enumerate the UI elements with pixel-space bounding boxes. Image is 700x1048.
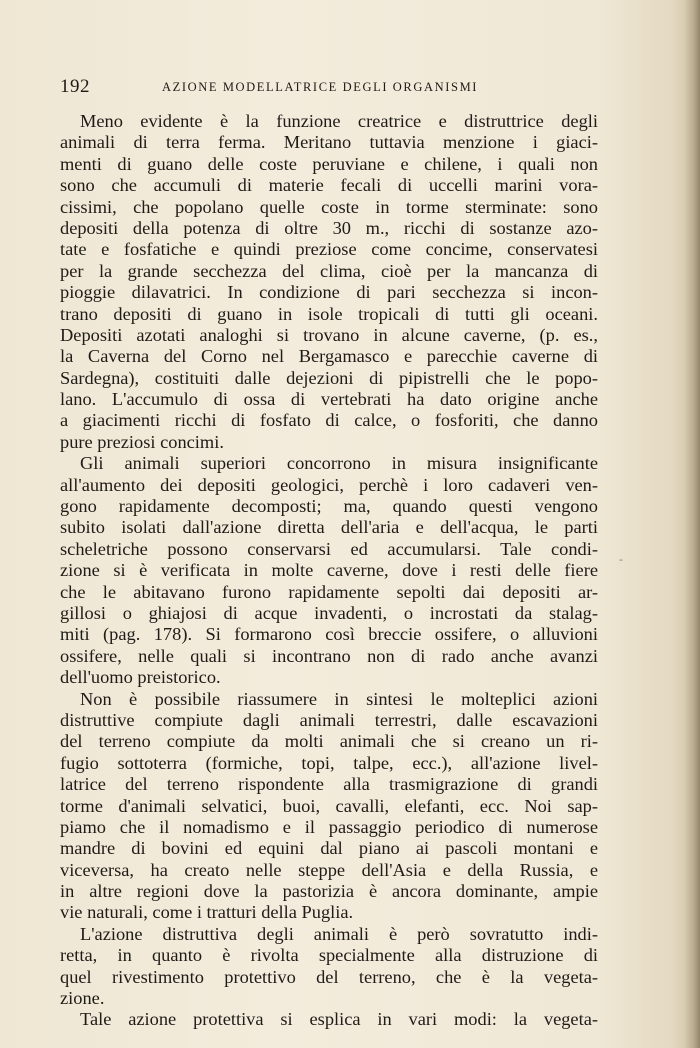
text-line: fugio sottoterra (formiche, topi, talpe, ecc.), all'azione livel- — [60, 752, 598, 773]
text-line: sono che accumuli di materie fecali di uccelli marini vora- — [60, 175, 598, 196]
text-line: ossifere, nelle quali si incontrano non di rado anche avanzi — [60, 645, 598, 666]
text-line: latrice del terreno rispondente alla trasmigrazione di grandi — [60, 774, 598, 795]
text-line: lano. L'accumulo di ossa di vertebrati ha dato origine anche — [60, 389, 598, 410]
text-line: per la grande secchezza del clima, cioè per la mancanza di — [60, 260, 598, 281]
text-line: menti di guano delle coste peruviane e chilene, i quali non — [60, 153, 598, 174]
text-line: mandre di bovini ed equini dal piano ai pascoli montani e — [60, 838, 598, 859]
text-line: del terreno compiute da molti animali che si creano un ri- — [60, 731, 598, 752]
text-line: retta, in quanto è rivolta specialmente alla distruzione di — [60, 945, 598, 966]
text-line: dell'uomo preistorico. — [60, 667, 221, 688]
text-line: gillosi o ghiajosi di acque invadenti, o incrostati da stalag- — [60, 602, 598, 623]
text-line: zione si è verificata in molte caverne, dove i resti delle fiere — [60, 560, 598, 581]
text-line: la Caverna del Corno nel Bergamasco e parecchie caverne di — [60, 346, 598, 367]
page-edge-shadow — [684, 0, 700, 1048]
text-line: vie naturali, come i tratturi della Puglia. — [60, 902, 354, 923]
text-line: Depositi azotati analoghi si trovano in alcune caverne, (p. es., — [60, 324, 598, 345]
text-line: zione. — [60, 988, 105, 1009]
margin-mark: - — [619, 552, 623, 566]
text-line: Tale azione protettiva si esplica in vari modi: la vegeta- — [80, 1009, 598, 1030]
text-line: distruttive compiute dagli animali terrestri, dalle escavazioni — [60, 709, 598, 730]
text-line: piamo che il nomadismo e il passaggio periodico di numerose — [60, 816, 598, 837]
text-line: Meno evidente è la funzione creatrice e distruttrice degli — [80, 111, 598, 131]
text-line: a giacimenti ricchi di fosfato di calce, o fosforiti, che danno — [60, 410, 598, 431]
text-line: animali di terra ferma. Meritano tuttavia menzione i giaci- — [60, 132, 598, 153]
text-line: cissimi, che popolano quelle coste in torme sterminate: sono — [60, 196, 598, 217]
text-line: trano depositi di guano in isole tropicali di tutti gli oceani. — [60, 303, 598, 324]
text-line: pure preziosi concimi. — [60, 431, 224, 452]
text-line: depositi della potenza di oltre 30 m., ricchi di sostanze azo- — [60, 217, 598, 238]
text-line: Sardegna), costituiti dalle dejezioni di pipistrelli che le popo- — [60, 367, 598, 388]
text-line: L'azione distruttiva degli animali è però sovratutto indi- — [80, 923, 598, 944]
text-line: torme d'animali selvatici, buoi, cavalli, elefanti, ecc. Noi sap- — [60, 795, 598, 816]
text-line: subito isolati dall'azione diretta dell'aria e dell'acqua, le parti — [60, 517, 598, 538]
text-line: gono rapidamente decomposti; ma, quando questi vengono — [60, 496, 598, 517]
text-line: pioggie dilavatrici. In condizione di pari secchezza si incon- — [60, 282, 598, 303]
text-line: Non è possibile riassumere in sintesi le molteplici azioni — [80, 688, 598, 709]
text-line: che le abitavano furono rapidamente sepolti dai depositi ar- — [60, 581, 598, 602]
text-line: all'aumento dei depositi geologici, perchè i loro cadaveri ven- — [60, 474, 598, 495]
page-header — [60, 76, 600, 100]
body-text — [60, 111, 598, 1031]
page-number: 192 — [60, 76, 90, 97]
text-line: miti (pag. 178). Si formarono così breccie ossifere, o alluvioni — [60, 624, 598, 645]
text-line: in altre regioni dove la pastorizia è ancora dominante, ampie — [60, 881, 598, 902]
running-title: AZIONE MODELLATRICE DEGLI ORGANISMI — [162, 80, 479, 94]
text-line: Gli animali superiori concorrono in misura insignificante — [80, 453, 598, 474]
text-line: scheletriche possono conservarsi ed accumularsi. Tale condi- — [60, 538, 598, 559]
text-line: viceversa, ha creato nelle steppe dell'Asia e della Russia, e — [60, 859, 598, 880]
text-line: tate e fosfatiche e quindi preziose come concime, conservatesi — [60, 239, 598, 260]
text-line: quel rivestimento protettivo del terreno, che è la vegeta- — [60, 966, 598, 987]
